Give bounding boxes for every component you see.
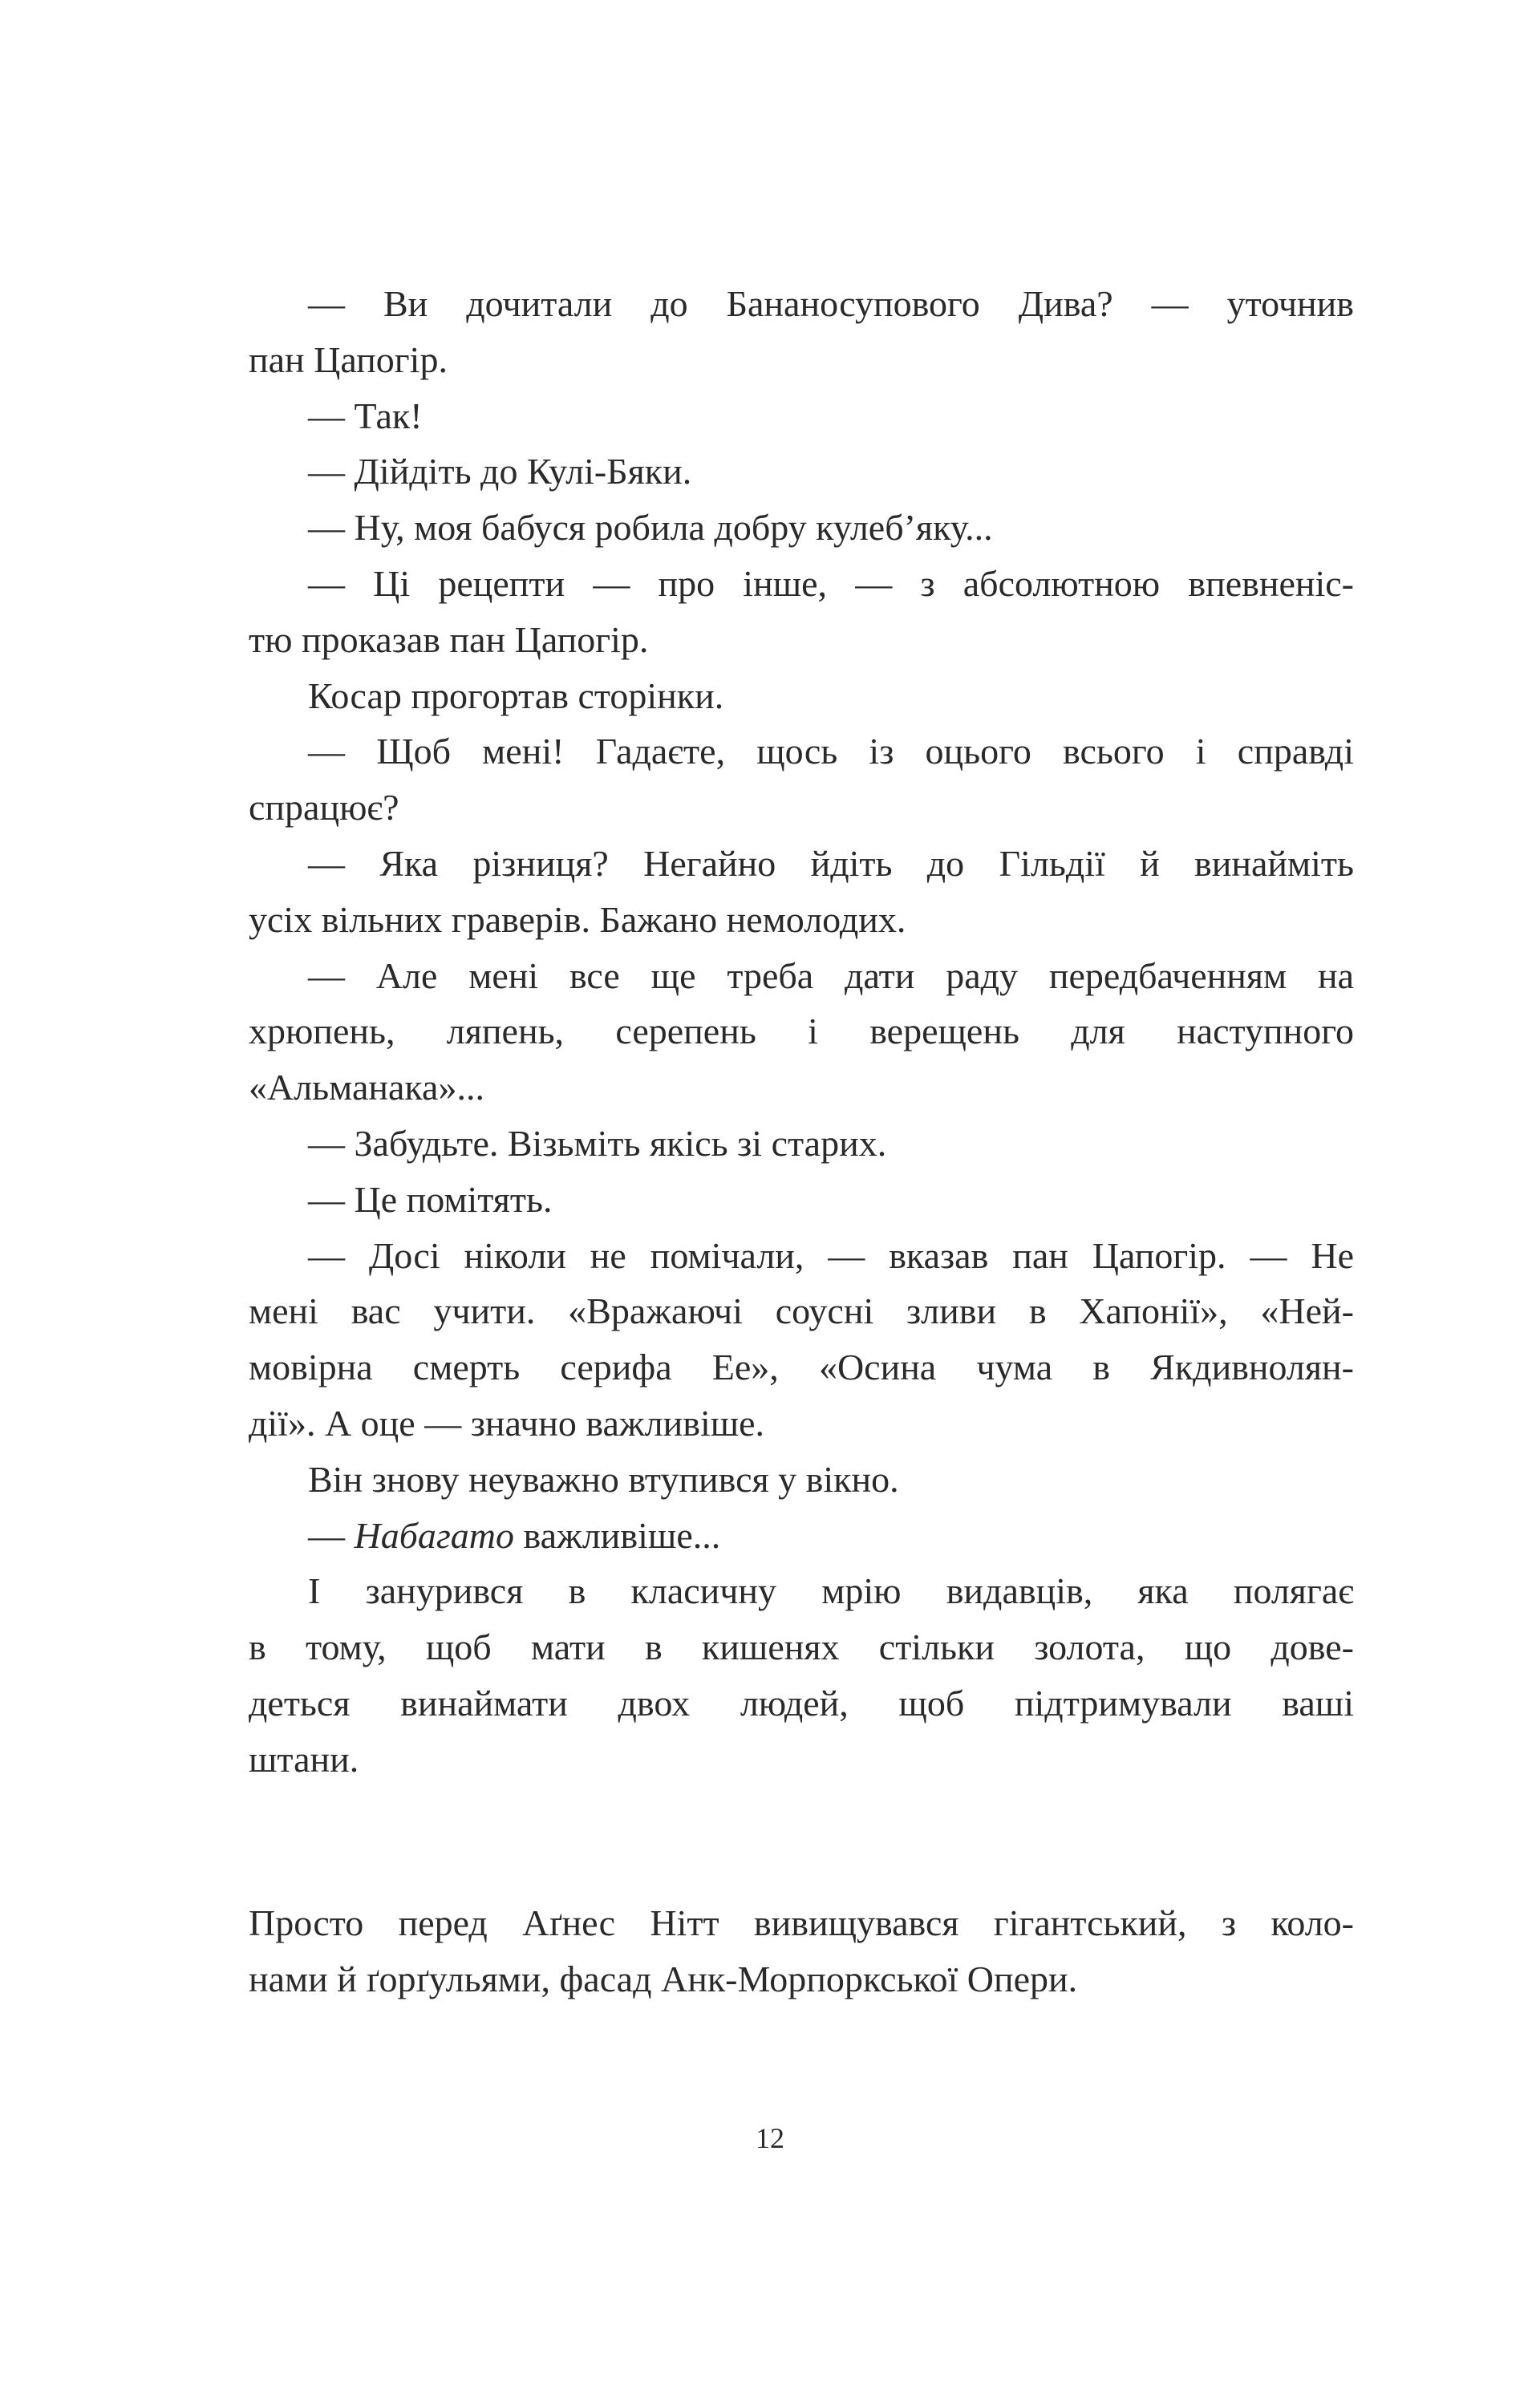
text-line: — Ви дочитали до Бананосупового Дива? — уточнив [308,283,1354,324]
text-line: — Яка різниця? Негайно йдіть до Гільдії й винайміть [308,842,1354,884]
text-line: — Щоб мені! Гадаєте, щось із оцього всього і справді [308,731,1354,772]
text-line: штани. [249,1738,359,1780]
text-line: — Забудьте. Візьміть якісь зі старих. [308,1122,887,1164]
text-line: «Альманака»... [249,1067,484,1108]
text-line: — Ці рецепти — про інше, — з абсолютною впевненіс- [308,562,1354,604]
text-line: — Це помітять. [308,1178,553,1220]
text-segment: важливіше... [514,1514,721,1556]
text-line: Косар прогортав сторінки. [308,674,724,716]
text-line: — Ну, моя бабуся робила добру кулеб’яку... [308,507,993,549]
page-number: 12 [756,2122,784,2154]
text-line: — Але мені все ще треба дати раду передбаченням на [308,954,1354,996]
new-scene-section [249,1895,1354,2007]
text-line: тю проказав пан Цапогір. [249,618,649,660]
text-line: Він знову неуважно втупився у вікно. [308,1458,899,1500]
text-line: хрюпень, ляпень, серепень і верещень для наступного [249,1011,1354,1052]
text-line: пан Цапогір. [249,338,448,380]
text-line: спрацює? [249,787,399,828]
text-line: І занурився в класичну мрію видавців, яка полягає [308,1570,1354,1612]
text-line: в тому, щоб мати в кишенях стільки золота, що дове- [249,1626,1354,1668]
italic-emphasis: Набагато [354,1514,515,1556]
text-line [249,1508,1354,1564]
text-line: деться винаймати двох людей, щоб підтримували ваші [249,1682,1354,1724]
text-line: дії». А оце — значно важливіше. [249,1402,765,1444]
text-line: — Дійдіть до Кулі-Бяки. [308,451,692,492]
text-line: усіх вільних граверів. Бажано немолодих. [249,898,906,940]
text-line: мовірна смерть серифа Ее», «Осина чума в Якдивнолян- [249,1347,1354,1388]
text-line: — Так! [308,395,423,436]
main-text-section [249,276,1354,1788]
text-line: Просто перед Аґнес Нітт вивищувався гігантський, з коло- [249,1902,1354,1943]
text-line: нами й ґорґульями, фасад Анк-Морпоркської Опери. [249,1958,1078,1999]
text-line: — Досі ніколи не помічали, — вказав пан Цапогір. — Не [308,1234,1354,1276]
text-segment: — [308,1514,355,1556]
text-line: мені вас учити. «Вражаючі соусні зливи в Хапонії», «Ней- [249,1290,1354,1332]
